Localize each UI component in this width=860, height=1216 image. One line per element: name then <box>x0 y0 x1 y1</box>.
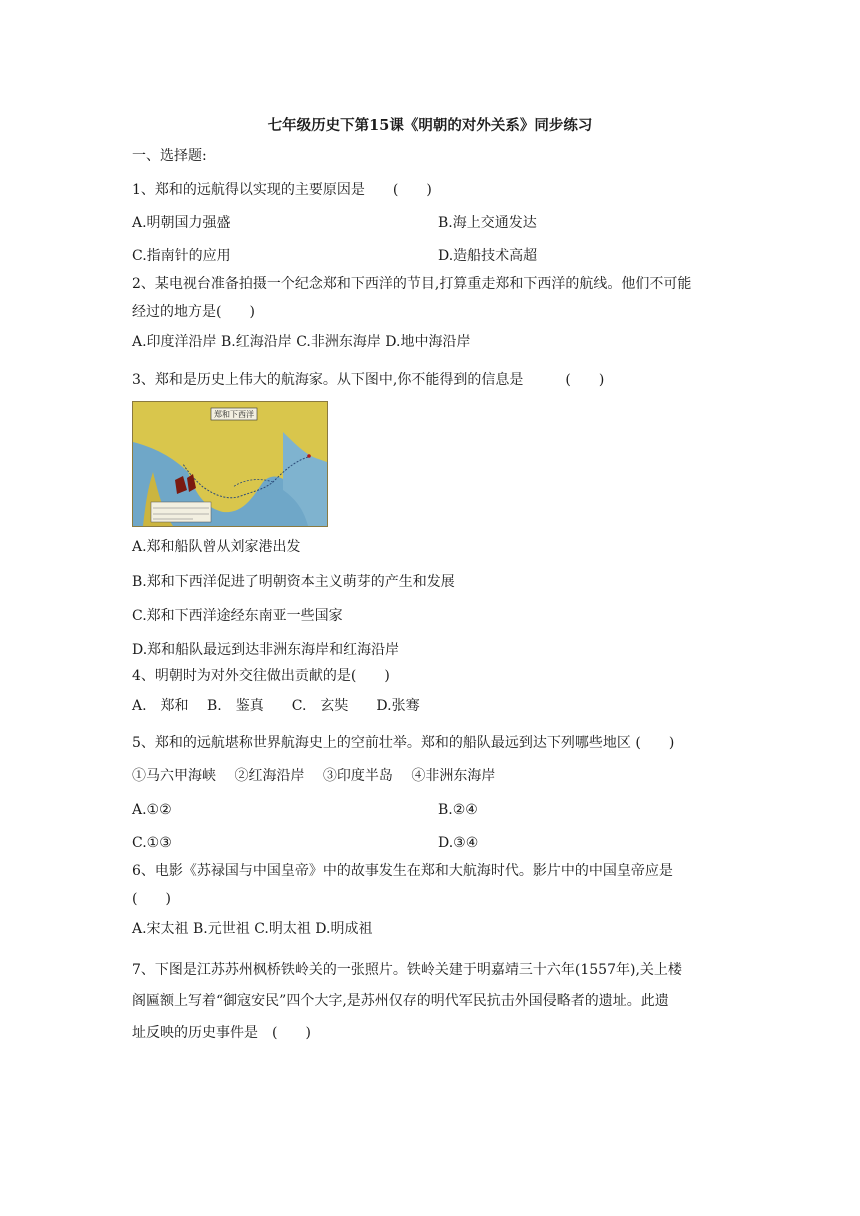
q3-option-b: B.郑和下西洋促进了明朝资本主义萌芽的产生和发展 <box>132 574 455 590</box>
q6-options: A.宋太祖 B.元世祖 C.明太祖 D.明成祖 <box>132 921 373 937</box>
map-image <box>133 402 327 526</box>
q3-option-a: A.郑和船队曾从刘家港出发 <box>132 539 301 555</box>
q1-option-a: A.明朝国力强盛 <box>132 215 231 231</box>
q1-option-d: D.造船技术高超 <box>438 248 538 264</box>
q5-stem: 5、郑和的远航堪称世界航海史上的空前壮举。郑和的船队最远到达下列哪些地区 ( ) <box>132 735 675 751</box>
section-heading: 一、选择题: <box>132 148 207 164</box>
q4-options: A. 郑和 B. 鉴真 C. 玄奘 D.张骞 <box>132 698 420 714</box>
q2-stem-line2: 经过的地方是( ) <box>132 304 255 320</box>
q2-options: A.印度洋沿岸 B.红海沿岸 C.非洲东海岸 D.地中海沿岸 <box>132 334 471 350</box>
q7-stem-line1: 7、下图是江苏苏州枫桥铁岭关的一张照片。铁岭关建于明嘉靖三十六年(1557年),关上楼 <box>132 962 682 978</box>
q5-items: ①马六甲海峡 ②红海沿岸 ③印度半岛 ④非洲东海岸 <box>132 768 496 784</box>
q4-stem: 4、明朝时为对外交往做出贡献的是( ) <box>132 668 390 684</box>
q5-option-d: D.③④ <box>438 835 479 851</box>
q7-stem-line2: 阁匾额上写着“御寇安民”四个大字,是苏州仅存的明代军民抗击外国侵略者的遗址。此遗 <box>132 993 669 1009</box>
q5-option-a: A.①② <box>132 802 172 818</box>
q3-option-c: C.郑和下西洋途经东南亚一些国家 <box>132 608 343 624</box>
doc-title: 七年级历史下第15课《明朝的对外关系》同步练习 <box>267 117 593 134</box>
q2-stem-line1: 2、某电视台准备拍摄一个纪念郑和下西洋的节目,打算重走郑和下西洋的航线。他们不可能 <box>132 276 692 292</box>
q7-stem-line3: 址反映的历史事件是 ( ) <box>132 1025 311 1041</box>
map-title: 郑和下西洋 <box>214 410 254 419</box>
q1-stem: 1、郑和的远航得以实现的主要原因是 ( ) <box>132 182 432 198</box>
q3-option-d: D.郑和船队最远到达非洲东海岸和红海沿岸 <box>132 642 400 658</box>
q3-stem: 3、郑和是历史上伟大的航海家。从下图中,你不能得到的信息是 ( ) <box>132 372 605 388</box>
q1-option-b: B.海上交通发达 <box>438 215 537 231</box>
q5-option-b: B.②④ <box>438 802 478 818</box>
q1-option-c: C.指南针的应用 <box>132 248 231 264</box>
q6-stem-line2: ( ) <box>132 891 171 907</box>
q6-stem-line1: 6、电影《苏禄国与中国皇帝》中的故事发生在郑和大航海时代。影片中的中国皇帝应是 <box>132 863 673 879</box>
zheng-he-voyage-map <box>132 401 328 527</box>
q5-option-c: C.①③ <box>132 835 172 851</box>
